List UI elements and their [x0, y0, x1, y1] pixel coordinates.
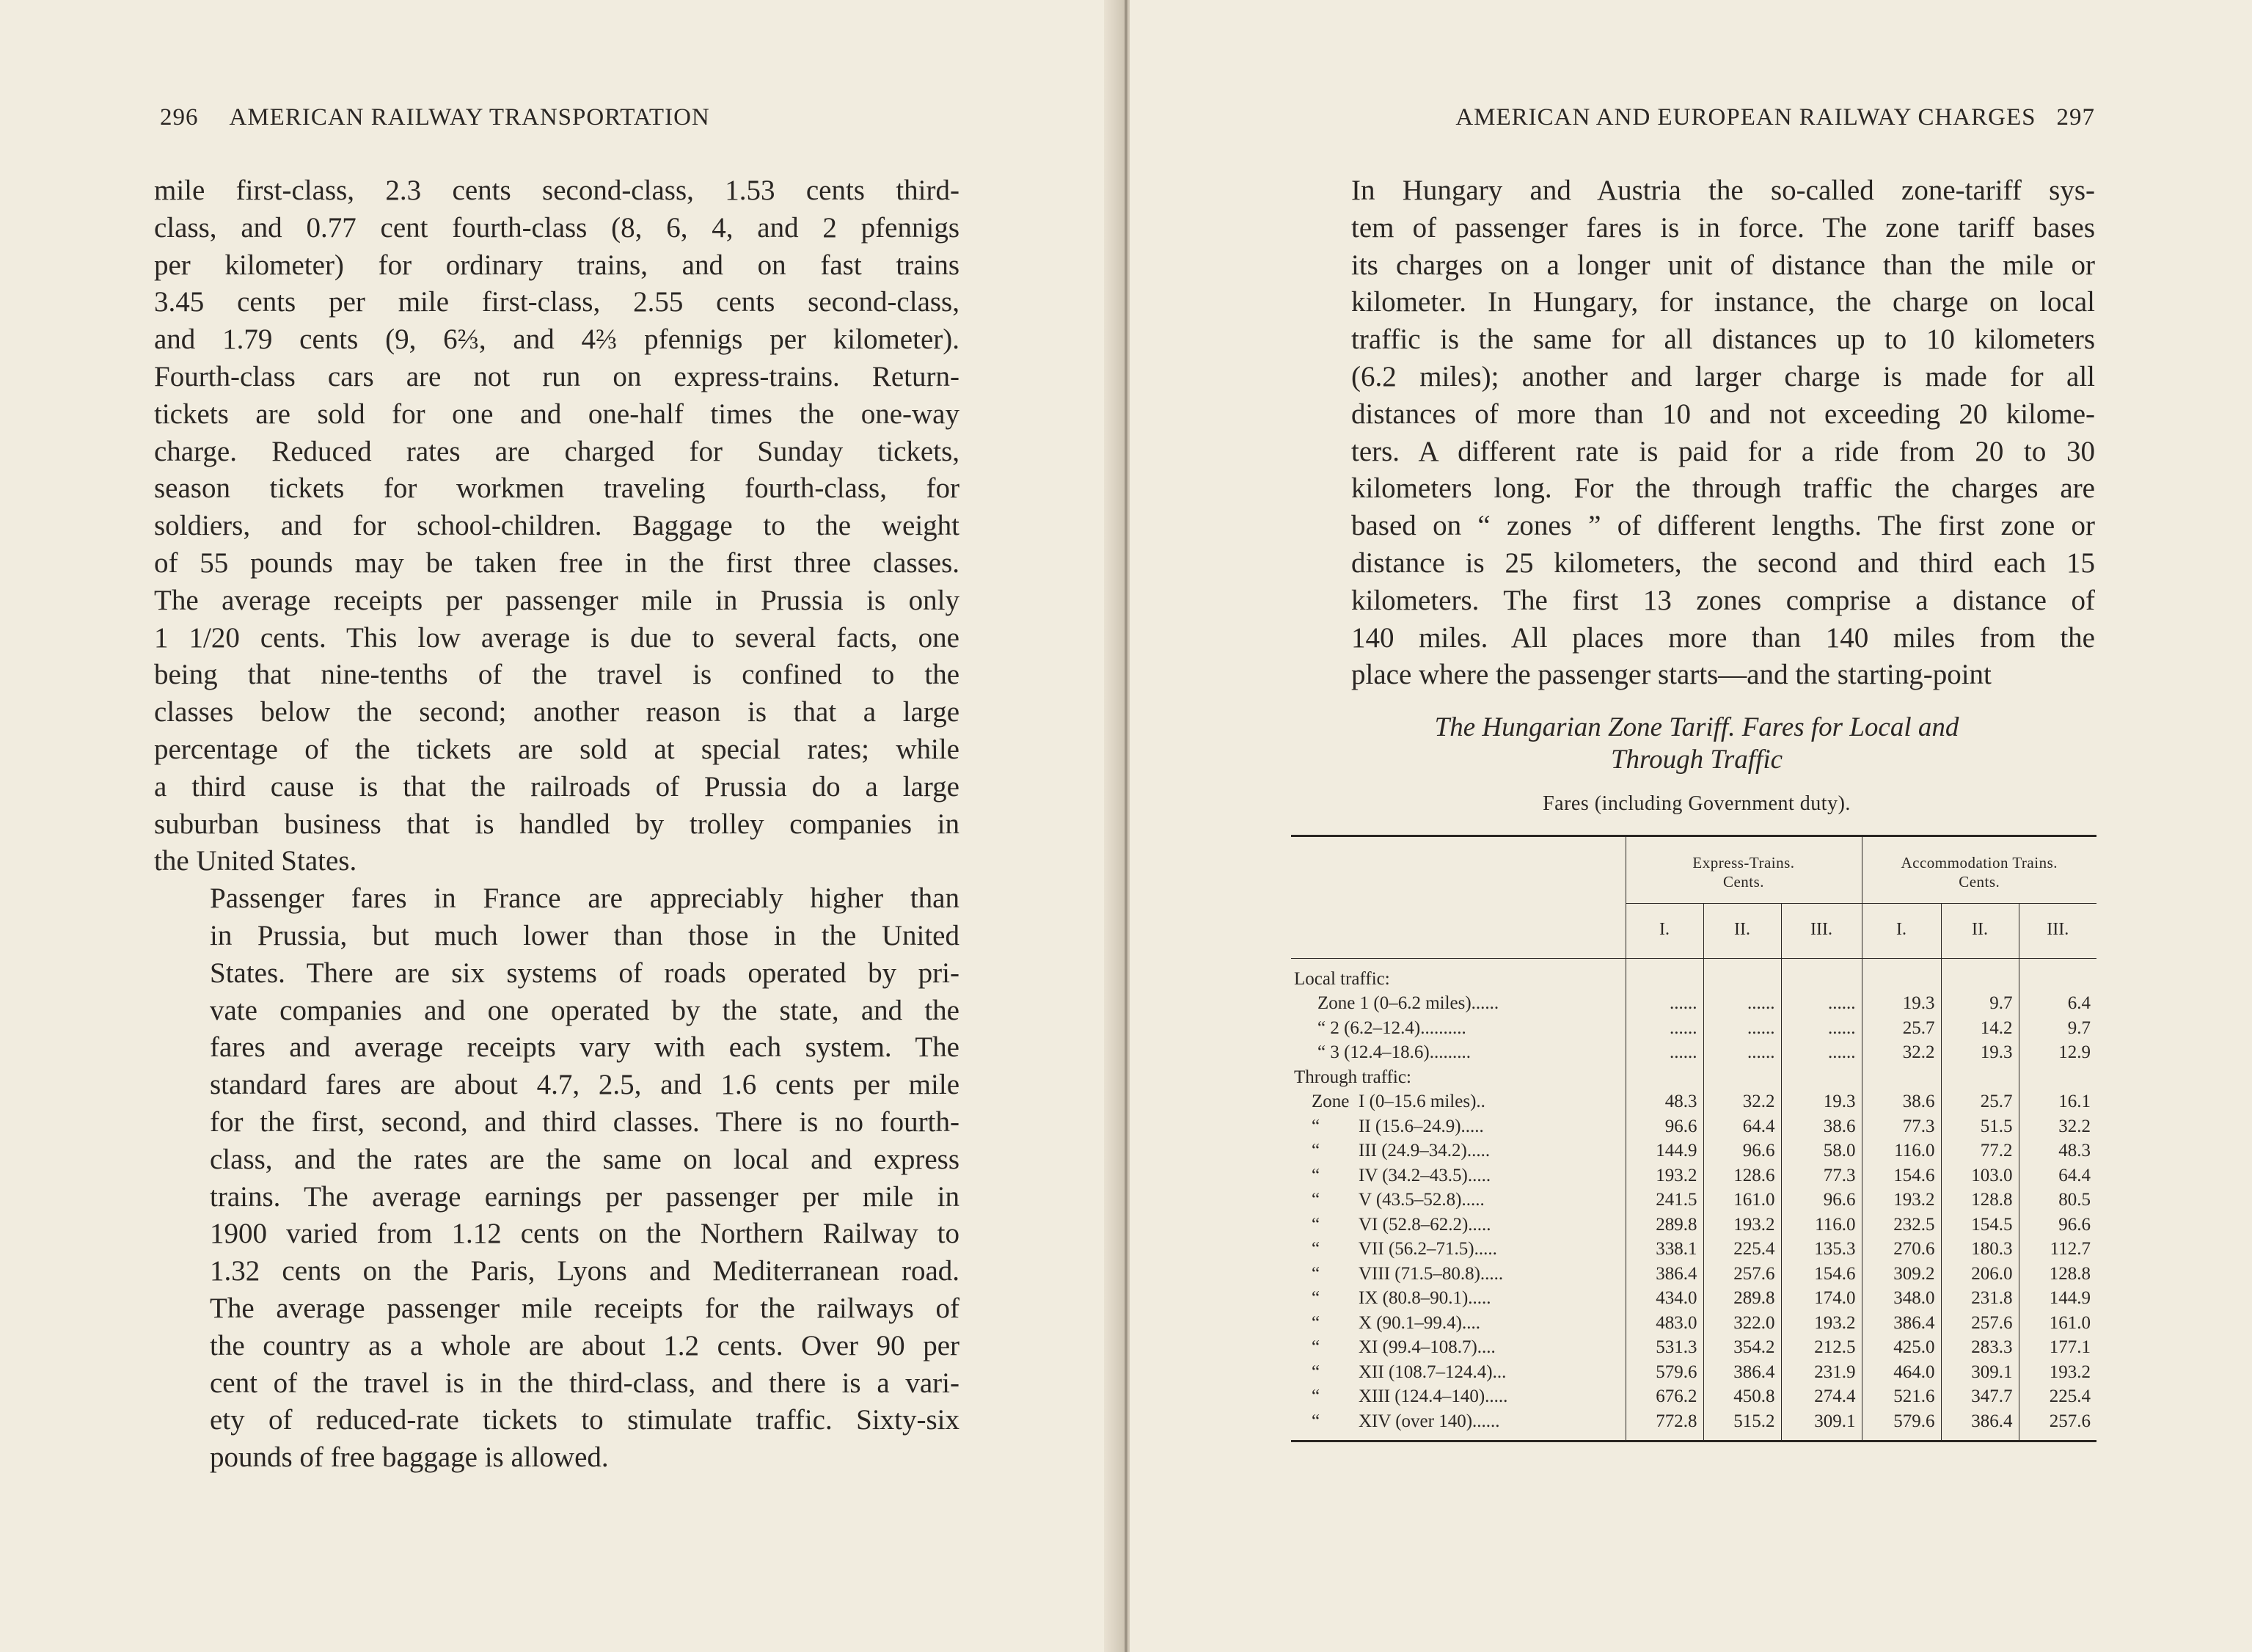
left-page	[0, 0, 1115, 1652]
fare-cell: 154.5	[1941, 1213, 2019, 1238]
fare-cell: ......	[1626, 1040, 1703, 1065]
text-line: season tickets for workmen traveling fourth-class, for	[154, 472, 959, 505]
fare-cell: 289.8	[1626, 1213, 1703, 1238]
fare-cell: 241.5	[1626, 1188, 1703, 1213]
table-caption-line-1: The Hungarian Zone Tariff. Fares for Local and	[1434, 712, 1959, 742]
text-line: based on “ zones ” of different lengths. The first zone or	[1351, 510, 2095, 542]
row-label	[1291, 1163, 1626, 1188]
row-label	[1291, 1311, 1626, 1336]
text-line: kilometers long. For the through traffic the charges are	[1351, 472, 2095, 505]
ditto-mark: “	[1312, 1362, 1320, 1382]
zone-label: VII (56.2–71.5).....	[1359, 1239, 1497, 1259]
fare-cell: 193.2	[1703, 1213, 1781, 1238]
fare-cell: 231.9	[1781, 1360, 1862, 1385]
text-line: 140 miles. All places more than 140 miles from the	[1351, 621, 2095, 654]
zone-label: “ 3 (12.4–18.6).........	[1317, 1042, 1471, 1062]
text-line: tickets are sold for one and one-half times the one-way	[154, 398, 959, 430]
fare-cell: ......	[1703, 1016, 1781, 1041]
accommodation-trains-header	[1862, 836, 2096, 904]
zone-label: XIII (124.4–140).....	[1359, 1386, 1508, 1406]
fare-cell: 212.5	[1781, 1335, 1862, 1360]
table-cell-empty	[1781, 1065, 1862, 1090]
fare-cell: 96.6	[1703, 1139, 1781, 1163]
zone-label: IX (80.8–90.1).....	[1359, 1288, 1491, 1308]
text-line: suburban business that is handled by trolley companies in	[154, 808, 959, 840]
fare-cell: 309.1	[1941, 1360, 2019, 1385]
fare-cell: 32.2	[2019, 1114, 2096, 1139]
text-line: 1900 varied from 1.12 cents on the Northern Railway to	[210, 1218, 959, 1250]
table-section-row	[1291, 958, 2096, 991]
table-cell-empty	[1626, 1065, 1703, 1090]
right-page-number: 297	[2056, 104, 2095, 131]
text-line: trains. The average earnings per passenger per mile in	[210, 1180, 959, 1213]
accommodation-trains-title: Accommodation Trains.	[1901, 854, 2058, 871]
zone-tariff-table	[1291, 835, 2096, 1442]
text-line: for the first, second, and third classes. There is no fourth-	[210, 1105, 959, 1138]
row-label	[1291, 1237, 1626, 1262]
fare-cell: 154.6	[1781, 1262, 1862, 1287]
fare-cell: 135.3	[1781, 1237, 1862, 1262]
fare-cell: 231.8	[1941, 1286, 2019, 1311]
zone-label: V (43.5–52.8).....	[1359, 1190, 1485, 1210]
fare-cell: 772.8	[1626, 1409, 1703, 1441]
fare-cell: 515.2	[1703, 1409, 1781, 1441]
fare-cell: 309.2	[1862, 1262, 1941, 1287]
table-caption	[1298, 712, 2095, 776]
fare-cell: ......	[1781, 991, 1862, 1016]
right-running-head	[1347, 104, 2095, 131]
fare-cell: 450.8	[1703, 1384, 1781, 1409]
section-heading: Through traffic:	[1294, 1067, 1411, 1087]
text-line: soldiers, and for school-children. Baggage to the weight	[154, 510, 959, 542]
zone-label: X (90.1–99.4)....	[1359, 1312, 1480, 1333]
fare-cell: 32.2	[1703, 1089, 1781, 1114]
table-section-row	[1291, 1065, 2096, 1090]
ditto-mark: “	[1312, 1411, 1320, 1431]
text-line: fares and average receipts vary with each system. The	[210, 1031, 959, 1064]
text-line: States. There are six systems of roads operated by pri-	[210, 957, 959, 989]
text-line: 1.32 cents on the Paris, Lyons and Mediterranean road.	[210, 1255, 959, 1287]
fare-cell: 206.0	[1941, 1262, 2019, 1287]
table-row	[1291, 1213, 2096, 1238]
fare-cell: 112.7	[2019, 1237, 2096, 1262]
text-line: In Hungary and Austria the so-called zone-tariff sys-	[1351, 175, 2095, 206]
table-cell-empty	[2019, 1065, 2096, 1090]
text-line: cent of the travel is in the third-class, and there is a vari-	[210, 1367, 959, 1399]
table-subcaption: Fares (including Government duty).	[1543, 792, 1851, 815]
fare-cell: 103.0	[1941, 1163, 2019, 1188]
zone-label: III (24.9–34.2).....	[1359, 1141, 1491, 1161]
fare-cell: 64.4	[1703, 1114, 1781, 1139]
fare-cell: 96.6	[1781, 1188, 1862, 1213]
section-heading: Local traffic:	[1294, 968, 1390, 989]
row-label	[1291, 1139, 1626, 1163]
table-row	[1291, 1237, 2096, 1262]
fare-cell: 322.0	[1703, 1311, 1781, 1336]
fare-cell: 579.6	[1626, 1360, 1703, 1385]
table-cell-empty	[1941, 958, 2019, 991]
text-line: Passenger fares in France are appreciably higher than	[210, 882, 959, 915]
ditto-mark: “	[1312, 1116, 1320, 1136]
zone-label: IV (34.2–43.5).....	[1359, 1165, 1491, 1185]
text-line: charge. Reduced rates are charged for Sunday tickets,	[154, 435, 959, 467]
fare-cell: 193.2	[2019, 1360, 2096, 1385]
table-row	[1291, 991, 2096, 1016]
right-body-text	[1295, 172, 2095, 694]
fare-cell: ......	[1703, 991, 1781, 1016]
ditto-mark: “	[1312, 1263, 1320, 1284]
class-header: III.	[1781, 904, 1862, 959]
text-line: The average receipts per passenger mile in Prussia is only	[154, 584, 959, 616]
table-row	[1291, 1016, 2096, 1041]
fare-cell: 180.3	[1941, 1237, 2019, 1262]
table-row	[1291, 1311, 2096, 1336]
fare-cell: 193.2	[1781, 1311, 1862, 1336]
table-stub-header	[1291, 836, 1626, 959]
ditto-mark: “	[1312, 1288, 1320, 1308]
fare-cell: 154.6	[1862, 1163, 1941, 1188]
fare-cell: 32.2	[1862, 1040, 1941, 1065]
row-label	[1291, 1089, 1626, 1114]
fare-cell: 225.4	[1703, 1237, 1781, 1262]
fare-cell: 283.3	[1941, 1335, 2019, 1360]
zone-label: Zone 1 (0–6.2 miles)......	[1317, 993, 1499, 1013]
fare-cell: 128.8	[1941, 1188, 2019, 1213]
fare-cell: 354.2	[1703, 1335, 1781, 1360]
fare-cell: 531.3	[1626, 1335, 1703, 1360]
fare-cell: 144.9	[2019, 1286, 2096, 1311]
fare-cell: 51.5	[1941, 1114, 2019, 1139]
left-paragraph-2	[154, 880, 959, 1477]
fare-cell: 270.6	[1862, 1237, 1941, 1262]
text-line: the country as a whole are about 1.2 cents. Over 90 per	[210, 1329, 959, 1362]
zone-label: I (0–15.6 miles)..	[1359, 1092, 1485, 1111]
fare-cell: 64.4	[2019, 1163, 2096, 1188]
fare-cell: 38.6	[1781, 1114, 1862, 1139]
left-paragraph-1	[154, 172, 959, 880]
table-row	[1291, 1262, 2096, 1287]
text-line: class, and the rates are the same on local and express	[210, 1143, 959, 1175]
left-body-text	[154, 172, 959, 1477]
fare-cell: 289.8	[1703, 1286, 1781, 1311]
fare-cell: 483.0	[1626, 1311, 1703, 1336]
text-line: place where the passenger starts—and the starting-point	[1351, 659, 1992, 691]
table-row	[1291, 1139, 2096, 1163]
fare-cell: 338.1	[1626, 1237, 1703, 1262]
fare-cell: 116.0	[1781, 1213, 1862, 1238]
class-header: III.	[2019, 904, 2096, 959]
text-line: of 55 pounds may be taken free in the first three classes.	[154, 547, 959, 579]
class-header: II.	[1703, 904, 1781, 959]
fare-cell: 464.0	[1862, 1360, 1941, 1385]
row-label	[1291, 1188, 1626, 1213]
zone-label: VIII (71.5–80.8).....	[1359, 1263, 1504, 1284]
text-line: standard fares are about 4.7, 2.5, and 1.6 cents per mile	[210, 1069, 959, 1101]
fare-cell: 309.1	[1781, 1409, 1862, 1441]
zone-label: VI (52.8–62.2).....	[1359, 1214, 1491, 1235]
fare-cell: 174.0	[1781, 1286, 1862, 1311]
ditto-mark: “	[1312, 1386, 1320, 1406]
text-line: distance is 25 kilometers, the second and third each 15	[1351, 547, 2095, 579]
fare-cell: 386.4	[1941, 1409, 2019, 1441]
text-line: its charges on a longer unit of distance than the mile or	[1351, 249, 2095, 281]
zone-label: XIV (over 140)......	[1359, 1411, 1500, 1431]
text-line: mile first-class, 2.3 cents second-class, 1.53 cents third-	[154, 175, 959, 206]
left-running-title: AMERICAN RAILWAY TRANSPORTATION	[229, 104, 710, 131]
table-cell-empty	[1703, 958, 1781, 991]
fare-cell: 161.0	[1703, 1188, 1781, 1213]
fare-cell: 96.6	[2019, 1213, 2096, 1238]
table-cell-empty	[1862, 1065, 1941, 1090]
text-line: (6.2 miles); another and larger charge is made for all	[1351, 360, 2095, 392]
text-line: the United States.	[154, 845, 357, 877]
ditto-mark: Zone	[1312, 1092, 1350, 1111]
fare-cell: 48.3	[2019, 1139, 2096, 1163]
fare-cell: 14.2	[1941, 1016, 2019, 1041]
text-line: 1 1/20 cents. This low average is due to several facts, one	[154, 621, 959, 654]
fare-cell: 348.0	[1862, 1286, 1941, 1311]
fare-cell: 386.4	[1703, 1360, 1781, 1385]
fare-cell: 12.9	[2019, 1040, 2096, 1065]
fare-cell: 128.6	[1703, 1163, 1781, 1188]
fare-cell: 6.4	[2019, 991, 2096, 1016]
fare-cell: 347.7	[1941, 1384, 2019, 1409]
express-trains-title: Express-Trains.	[1692, 854, 1795, 871]
table-row	[1291, 1335, 2096, 1360]
text-line: Fourth-class cars are not run on express-trains. Return-	[154, 360, 959, 392]
row-label	[1291, 1040, 1626, 1065]
fare-cell: 9.7	[1941, 991, 2019, 1016]
fare-cell: 177.1	[2019, 1335, 2096, 1360]
text-line: ters. A different rate is paid for a ride from 20 to 30	[1351, 435, 2095, 467]
table-caption-line-2: Through Traffic	[1610, 745, 1783, 775]
fare-cell: 77.2	[1941, 1139, 2019, 1163]
fare-cell: 58.0	[1781, 1139, 1862, 1163]
table-cell-empty	[1781, 958, 1862, 991]
fare-cell: 16.1	[2019, 1089, 2096, 1114]
fare-cell: 38.6	[1862, 1089, 1941, 1114]
fare-cell: 232.5	[1862, 1213, 1941, 1238]
text-line: percentage of the tickets are sold at special rates; while	[154, 733, 959, 765]
ditto-mark: “	[1312, 1312, 1320, 1333]
accommodation-trains-unit: Cents.	[1959, 873, 2000, 891]
fare-cell: 116.0	[1862, 1139, 1941, 1163]
zone-label: “ 2 (6.2–12.4)..........	[1317, 1017, 1466, 1038]
fare-cell: 96.6	[1626, 1114, 1703, 1139]
table-cell-empty	[1862, 958, 1941, 991]
text-line: 3.45 cents per mile first-class, 2.55 cents second-class,	[154, 286, 959, 318]
text-line: vate companies and one operated by the state, and the	[210, 994, 959, 1026]
left-running-head	[160, 104, 967, 131]
ditto-mark: “	[1312, 1337, 1320, 1357]
fare-cell: 579.6	[1862, 1409, 1941, 1441]
zone-label: II (15.6–24.9).....	[1359, 1116, 1484, 1136]
text-line: being that nine-tenths of the travel is confined to the	[154, 659, 959, 691]
text-line: per kilometer) for ordinary trains, and on fast trains	[154, 249, 959, 281]
text-line: classes below the second; another reason is that a large	[154, 696, 959, 728]
table-row	[1291, 1163, 2096, 1188]
row-label	[1291, 1114, 1626, 1139]
fare-cell: 161.0	[2019, 1311, 2096, 1336]
ditto-mark: “	[1312, 1190, 1320, 1210]
fare-cell: 425.0	[1862, 1335, 1941, 1360]
fare-cell: 434.0	[1626, 1286, 1703, 1311]
text-line: kilometer. In Hungary, for instance, the charge on local	[1351, 286, 2095, 318]
table-row	[1291, 1360, 2096, 1385]
row-label	[1291, 1335, 1626, 1360]
fare-cell: 257.6	[2019, 1409, 2096, 1441]
text-line: in Prussia, but much lower than those in the United	[210, 919, 959, 951]
text-line: distances of more than 10 and not exceeding 20 kilome-	[1351, 398, 2095, 430]
text-line: The average passenger mile receipts for the railways of	[210, 1292, 959, 1324]
text-line: a third cause is that the railroads of Prussia do a large	[154, 770, 959, 803]
class-header: I.	[1626, 904, 1703, 959]
fare-cell: ......	[1703, 1040, 1781, 1065]
fare-cell: 77.3	[1781, 1163, 1862, 1188]
table-row	[1291, 1040, 2096, 1065]
fare-cell: 48.3	[1626, 1089, 1703, 1114]
fare-cell: ......	[1626, 991, 1703, 1016]
row-label	[1291, 1409, 1626, 1441]
fare-cell: 257.6	[1941, 1311, 2019, 1336]
fare-cell: 19.3	[1862, 991, 1941, 1016]
fare-cell: 144.9	[1626, 1139, 1703, 1163]
text-line: kilometers. The first 13 zones comprise a distance of	[1351, 584, 2095, 616]
fare-cell: 19.3	[1941, 1040, 2019, 1065]
table-row	[1291, 1384, 2096, 1409]
table-cell-empty	[1941, 1065, 2019, 1090]
zone-label: XI (99.4–108.7)....	[1359, 1337, 1496, 1357]
table-cell-empty	[2019, 958, 2096, 991]
fare-cell: 80.5	[2019, 1188, 2096, 1213]
right-paragraph-1	[1295, 172, 2095, 694]
ditto-mark: “	[1312, 1141, 1320, 1161]
ditto-mark: “	[1312, 1165, 1320, 1185]
fare-cell: ......	[1781, 1016, 1862, 1041]
text-line: class, and 0.77 cent fourth-class (8, 6, 4, and 2 pfennigs	[154, 211, 959, 244]
table-row	[1291, 1114, 2096, 1139]
table-row	[1291, 1089, 2096, 1114]
fare-cell: 9.7	[2019, 1016, 2096, 1041]
fare-cell: 274.4	[1781, 1384, 1862, 1409]
fare-cell: 19.3	[1781, 1089, 1862, 1114]
row-label	[1291, 1262, 1626, 1287]
table-row	[1291, 1188, 2096, 1213]
ditto-mark: “	[1312, 1239, 1320, 1259]
fare-cell: 128.8	[2019, 1262, 2096, 1287]
text-line: ety of reduced-rate tickets to stimulate traffic. Sixty-six	[210, 1404, 959, 1436]
text-line: tem of passenger fares is in force. The zone tariff bases	[1351, 211, 2095, 244]
ditto-mark: “	[1312, 1214, 1320, 1235]
class-header: II.	[1941, 904, 2019, 959]
text-line: pounds of free baggage is allowed.	[210, 1441, 609, 1474]
row-label	[1291, 1286, 1626, 1311]
express-trains-header	[1626, 836, 1862, 904]
fare-cell: 386.4	[1862, 1311, 1941, 1336]
zone-tariff-table-container	[1291, 835, 2096, 1442]
zone-label: XII (108.7–124.4)...	[1359, 1362, 1507, 1382]
fare-cell: 25.7	[1862, 1016, 1941, 1041]
table-cell-empty	[1626, 958, 1703, 991]
express-trains-unit: Cents.	[1722, 873, 1765, 891]
fare-cell: ......	[1626, 1016, 1703, 1041]
fare-cell: ......	[1781, 1040, 1862, 1065]
class-header: I.	[1862, 904, 1941, 959]
row-label	[1291, 1360, 1626, 1385]
row-label	[1291, 1016, 1626, 1041]
row-label	[1291, 1384, 1626, 1409]
table-row	[1291, 1286, 2096, 1311]
fare-cell: 386.4	[1626, 1262, 1703, 1287]
text-line: traffic is the same for all distances up to 10 kilometers	[1351, 324, 2095, 356]
text-line: and 1.79 cents (9, 6⅔, and 4⅔ pfennigs per kilometer).	[154, 324, 959, 356]
fare-cell: 225.4	[2019, 1384, 2096, 1409]
table-row	[1291, 1409, 2096, 1441]
fare-cell: 77.3	[1862, 1114, 1941, 1139]
row-label	[1291, 991, 1626, 1016]
fare-cell: 676.2	[1626, 1384, 1703, 1409]
fare-cell: 257.6	[1703, 1262, 1781, 1287]
table-cell-empty	[1703, 1065, 1781, 1090]
fare-cell: 193.2	[1626, 1163, 1703, 1188]
row-label	[1291, 1213, 1626, 1238]
right-running-title: AMERICAN AND EUROPEAN RAILWAY CHARGES	[1455, 104, 2036, 131]
fare-cell: 521.6	[1862, 1384, 1941, 1409]
left-page-number: 296	[160, 104, 199, 131]
fare-cell: 25.7	[1941, 1089, 2019, 1114]
fare-cell: 193.2	[1862, 1188, 1941, 1213]
